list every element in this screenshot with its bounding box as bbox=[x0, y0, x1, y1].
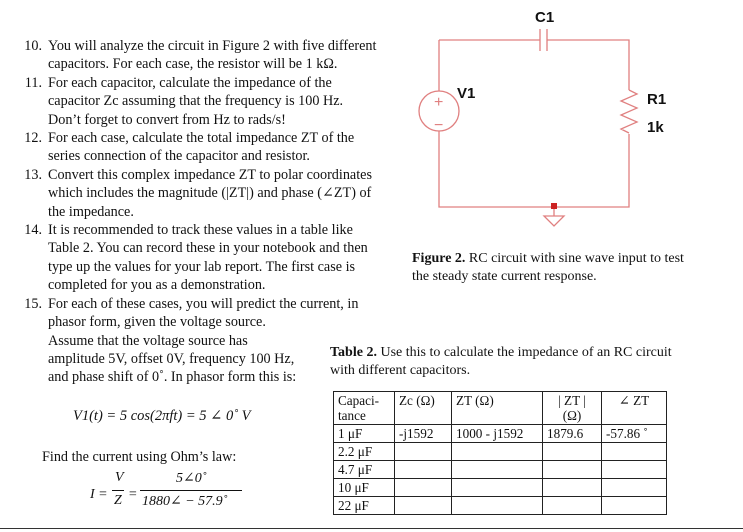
fraction-denominator: Z bbox=[114, 493, 122, 508]
fraction-bar bbox=[140, 490, 242, 491]
step-12 bbox=[8, 129, 393, 166]
step-line: the impedance. bbox=[48, 203, 134, 220]
resistor-label: R1 bbox=[647, 91, 667, 108]
table-cell: 10 μF bbox=[334, 479, 395, 497]
step-text bbox=[48, 221, 393, 295]
table-cell: -57.86 ˚ bbox=[602, 425, 667, 443]
table-cell: 1 μF bbox=[334, 425, 395, 443]
header-cell: Zc (Ω) bbox=[395, 392, 452, 425]
step-line: Assume that the voltage source has bbox=[48, 332, 248, 349]
table-row bbox=[334, 443, 667, 461]
table-cell: -j1592 bbox=[395, 425, 452, 443]
step-line: You will analyze the circuit in Figure 2 with five different bbox=[48, 38, 377, 54]
capacitor-label: C1 bbox=[535, 9, 555, 26]
ohm-law-text: Find the current using Ohm’s law: bbox=[42, 449, 237, 465]
wire-top-right bbox=[547, 40, 629, 90]
step-line: It is recommended to track these values in a table like bbox=[48, 222, 353, 239]
step-line: For each capacitor, calculate the impedance of the bbox=[48, 74, 332, 91]
step-line: capacitors. For each case, the resistor will be 1 kΩ. bbox=[48, 56, 338, 73]
table-caption-text: Use this to calculate the impedance of an RC circuit with different capacitors. bbox=[330, 345, 672, 378]
table-cell bbox=[543, 479, 602, 497]
table-cell bbox=[395, 497, 452, 515]
table-cell bbox=[543, 443, 602, 461]
table-cell: 1879.6 bbox=[543, 425, 602, 443]
table-cell bbox=[452, 443, 543, 461]
table-caption bbox=[330, 344, 690, 380]
step-14 bbox=[8, 221, 393, 295]
step-number: 13. bbox=[24, 166, 42, 183]
step-line: type up the values for your lab report. The first case is bbox=[48, 258, 356, 275]
step-line: capacitor Zc assuming that the frequency is 100 Hz. bbox=[48, 93, 344, 110]
voltage-equation: V1(t) = 5 cos(2πft) = 5 ∠ 0˚ V bbox=[73, 408, 251, 424]
step-10 bbox=[8, 37, 393, 74]
step-line: Table 2. You can record these in your notebook and then bbox=[48, 240, 368, 257]
fraction-numerator: 5∠0˚ bbox=[176, 471, 207, 486]
table-cell bbox=[395, 479, 452, 497]
plus-sign: + bbox=[434, 94, 444, 111]
current-equation bbox=[90, 470, 280, 520]
page-divider bbox=[0, 528, 743, 529]
step-line: amplitude 5V, offset 0V, frequency 100 Hz, bbox=[48, 350, 295, 367]
step-line: and phase shift of 0˚. In phasor form this is: bbox=[48, 369, 297, 386]
step-line: Convert this complex impedance ZT to polar coordinates bbox=[48, 166, 372, 183]
table-cell bbox=[395, 443, 452, 461]
header-cell: ∠ ZT bbox=[602, 392, 667, 425]
rc-circuit-diagram bbox=[405, 0, 675, 240]
figure-caption-text: RC circuit with sine wave input to test the steady state current response. bbox=[412, 251, 684, 284]
step-text bbox=[48, 166, 393, 221]
step-line: For each of these cases, you will predict the current, in bbox=[48, 295, 359, 312]
table-cell bbox=[395, 461, 452, 479]
ground-icon bbox=[544, 216, 564, 226]
table-cell bbox=[602, 497, 667, 515]
step-line: For each case, calculate the total impedance ZT of the bbox=[48, 130, 355, 147]
header-cell: ZT (Ω) bbox=[452, 392, 543, 425]
step-line: completed for you as a demonstration. bbox=[48, 277, 266, 294]
table-cell: 22 μF bbox=[334, 497, 395, 515]
instruction-list bbox=[8, 37, 393, 387]
step-text bbox=[48, 129, 393, 166]
header-cell: Capaci-tance bbox=[334, 392, 395, 425]
fraction-bar bbox=[112, 490, 124, 491]
impedance-table bbox=[333, 391, 667, 515]
fraction-denominator: 1880∠ − 57.9˚ bbox=[142, 494, 228, 509]
table-cell bbox=[602, 443, 667, 461]
table-cell bbox=[543, 497, 602, 515]
table-row bbox=[334, 425, 667, 443]
equals-sign: = bbox=[128, 487, 138, 502]
table-row bbox=[334, 461, 667, 479]
source-label: V1 bbox=[457, 85, 476, 102]
minus-sign: − bbox=[434, 117, 444, 134]
resistor-zigzag bbox=[621, 90, 637, 133]
table-cell bbox=[602, 461, 667, 479]
step-text bbox=[48, 37, 393, 74]
fraction-numerator: V bbox=[115, 470, 124, 485]
table-cell: 4.7 μF bbox=[334, 461, 395, 479]
current-lhs: I = bbox=[90, 487, 108, 502]
header-cell: | ZT | (Ω) bbox=[543, 392, 602, 425]
table-cell bbox=[543, 461, 602, 479]
table-header-row bbox=[334, 392, 667, 425]
table-cell bbox=[452, 479, 543, 497]
table-caption-label: Table 2. bbox=[330, 345, 377, 360]
table-cell: 1000 - j1592 bbox=[452, 425, 543, 443]
step-line: phasor form, given the voltage source. bbox=[48, 314, 266, 331]
table-cell: 2.2 μF bbox=[334, 443, 395, 461]
step-11 bbox=[8, 74, 393, 129]
step-number: 15. bbox=[24, 295, 42, 312]
step-number: 11. bbox=[24, 74, 42, 91]
resistor-value: 1k bbox=[647, 119, 664, 136]
step-line: Don’t forget to convert from Hz to rads/s! bbox=[48, 111, 286, 128]
ground-node bbox=[551, 203, 557, 209]
table-row bbox=[334, 497, 667, 515]
step-number: 14. bbox=[24, 222, 42, 239]
table-row bbox=[334, 479, 667, 497]
step-text bbox=[48, 74, 393, 129]
step-13 bbox=[8, 166, 393, 221]
figure-caption-label: Figure 2. bbox=[412, 251, 466, 266]
step-number: 10. bbox=[24, 38, 42, 54]
figure-caption bbox=[412, 250, 702, 286]
table-cell bbox=[452, 497, 543, 515]
step-line: which includes the magnitude (|ZT|) and phase (∠ZT) of bbox=[48, 185, 372, 202]
wire-bottom bbox=[439, 131, 629, 207]
table-cell bbox=[452, 461, 543, 479]
step-number: 12. bbox=[24, 130, 42, 147]
step-line: series connection of the capacitor and resistor. bbox=[48, 148, 310, 165]
table-cell bbox=[602, 479, 667, 497]
